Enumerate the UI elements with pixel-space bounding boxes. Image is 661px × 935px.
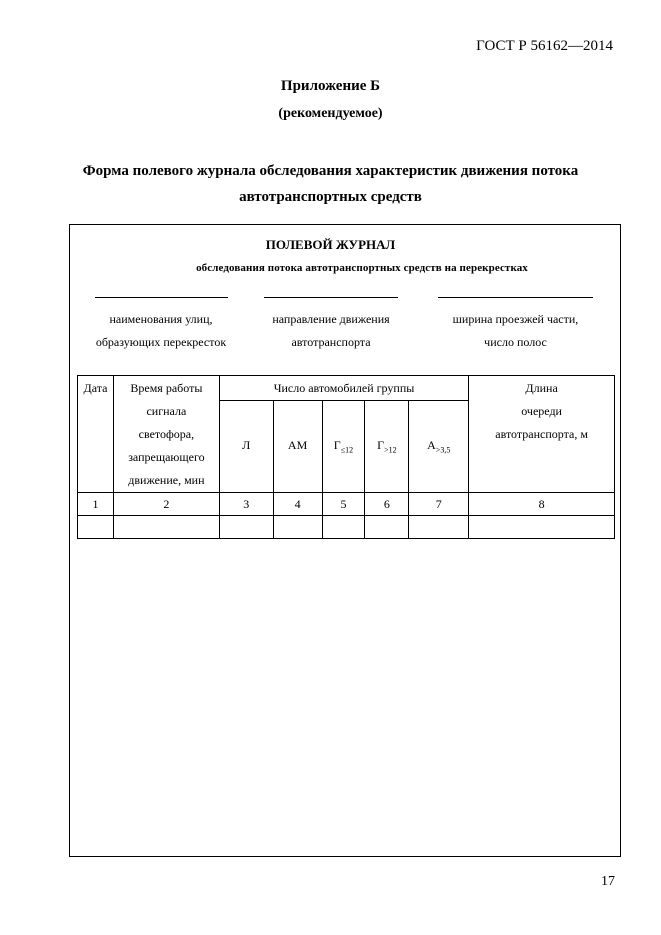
journal-title: ПОЛЕВОЙ ЖУРНАЛ (265, 237, 396, 252)
blank-cell[interactable] (113, 516, 219, 539)
col-number: 5 (322, 493, 365, 516)
col-date-header (78, 376, 114, 493)
group-g-le12-sub: ≤12 (340, 445, 354, 455)
street-names-caption (80, 308, 242, 354)
field-journal-table (77, 375, 615, 539)
blank-cell[interactable] (409, 516, 469, 539)
col-signal-line2: сигнала (146, 404, 187, 418)
vehicle-group-label: Число автомобилей группы (273, 380, 415, 395)
col-queue-header (469, 376, 615, 493)
road-width-caption (432, 308, 599, 354)
col-queue-line2: очереди (521, 404, 562, 418)
group-l-header (219, 401, 273, 493)
vehicle-group-header (219, 376, 468, 401)
col-signal-header (113, 376, 219, 493)
group-g-le12-label: Г (333, 438, 341, 453)
road-width-caption-line1: ширина проезжей части, (452, 312, 579, 326)
blank-cell[interactable] (78, 516, 114, 539)
blank-cell[interactable] (322, 516, 365, 539)
road-width-caption-line2: число полос (484, 335, 547, 349)
group-a-label: А (427, 438, 436, 453)
group-a-sub: >3,5 (435, 445, 451, 455)
blank-cell[interactable] (365, 516, 409, 539)
standard-number: ГОСТ Р 56162—2014 (476, 38, 613, 54)
direction-caption (250, 308, 412, 354)
col-signal-line3: светофора, (138, 427, 195, 441)
col-number: 8 (469, 493, 615, 516)
form-title-line1: Форма полевого журнала обследования характеристик движения потока (82, 163, 579, 179)
group-g-le12-header (322, 401, 365, 493)
journal-subtitle: обследования потока автотранспортных средств на перекрестках (196, 262, 528, 274)
direction-caption-line1: направление движения (272, 312, 390, 326)
group-g-gt12-header (365, 401, 409, 493)
col-signal-line1: Время работы (130, 381, 203, 395)
appendix-title: Приложение Б (280, 78, 381, 94)
blank-cell[interactable] (273, 516, 322, 539)
blank-cell[interactable] (469, 516, 615, 539)
col-queue-line1: Длина (525, 381, 558, 395)
form-title (0, 158, 661, 210)
col-number: 1 (78, 493, 114, 516)
col-queue-line3: автотранспорта, м (495, 427, 588, 441)
group-g-gt12-label: Г (377, 438, 385, 453)
direction-fill-line[interactable] (264, 297, 398, 298)
street-names-caption-line2: образующих перекресток (95, 335, 227, 349)
col-date-label: Дата (83, 381, 108, 395)
group-l-label: Л (242, 438, 251, 453)
col-number: 2 (113, 493, 219, 516)
group-g-gt12-sub: >12 (384, 445, 397, 455)
col-signal-line5: движение, мин (128, 473, 205, 487)
group-am-label: АМ (287, 438, 308, 453)
col-number: 7 (409, 493, 469, 516)
direction-caption-line2: автотранспорта (291, 335, 371, 349)
group-a-header (409, 401, 469, 493)
street-names-caption-line1: наименования улиц, (109, 312, 213, 326)
form-title-line2: автотранспортных средств (239, 189, 422, 205)
col-number: 6 (365, 493, 409, 516)
appendix-status: (рекомендуемое) (278, 106, 383, 121)
col-number: 3 (219, 493, 273, 516)
column-number-row (78, 493, 615, 516)
page-number: 17 (601, 874, 615, 889)
col-signal-line4: запрещающего (128, 450, 205, 464)
group-am-header (273, 401, 322, 493)
col-number: 4 (273, 493, 322, 516)
road-width-fill-line[interactable] (438, 297, 593, 298)
blank-cell[interactable] (219, 516, 273, 539)
street-names-fill-line[interactable] (95, 297, 228, 298)
blank-entry-row (78, 516, 615, 539)
